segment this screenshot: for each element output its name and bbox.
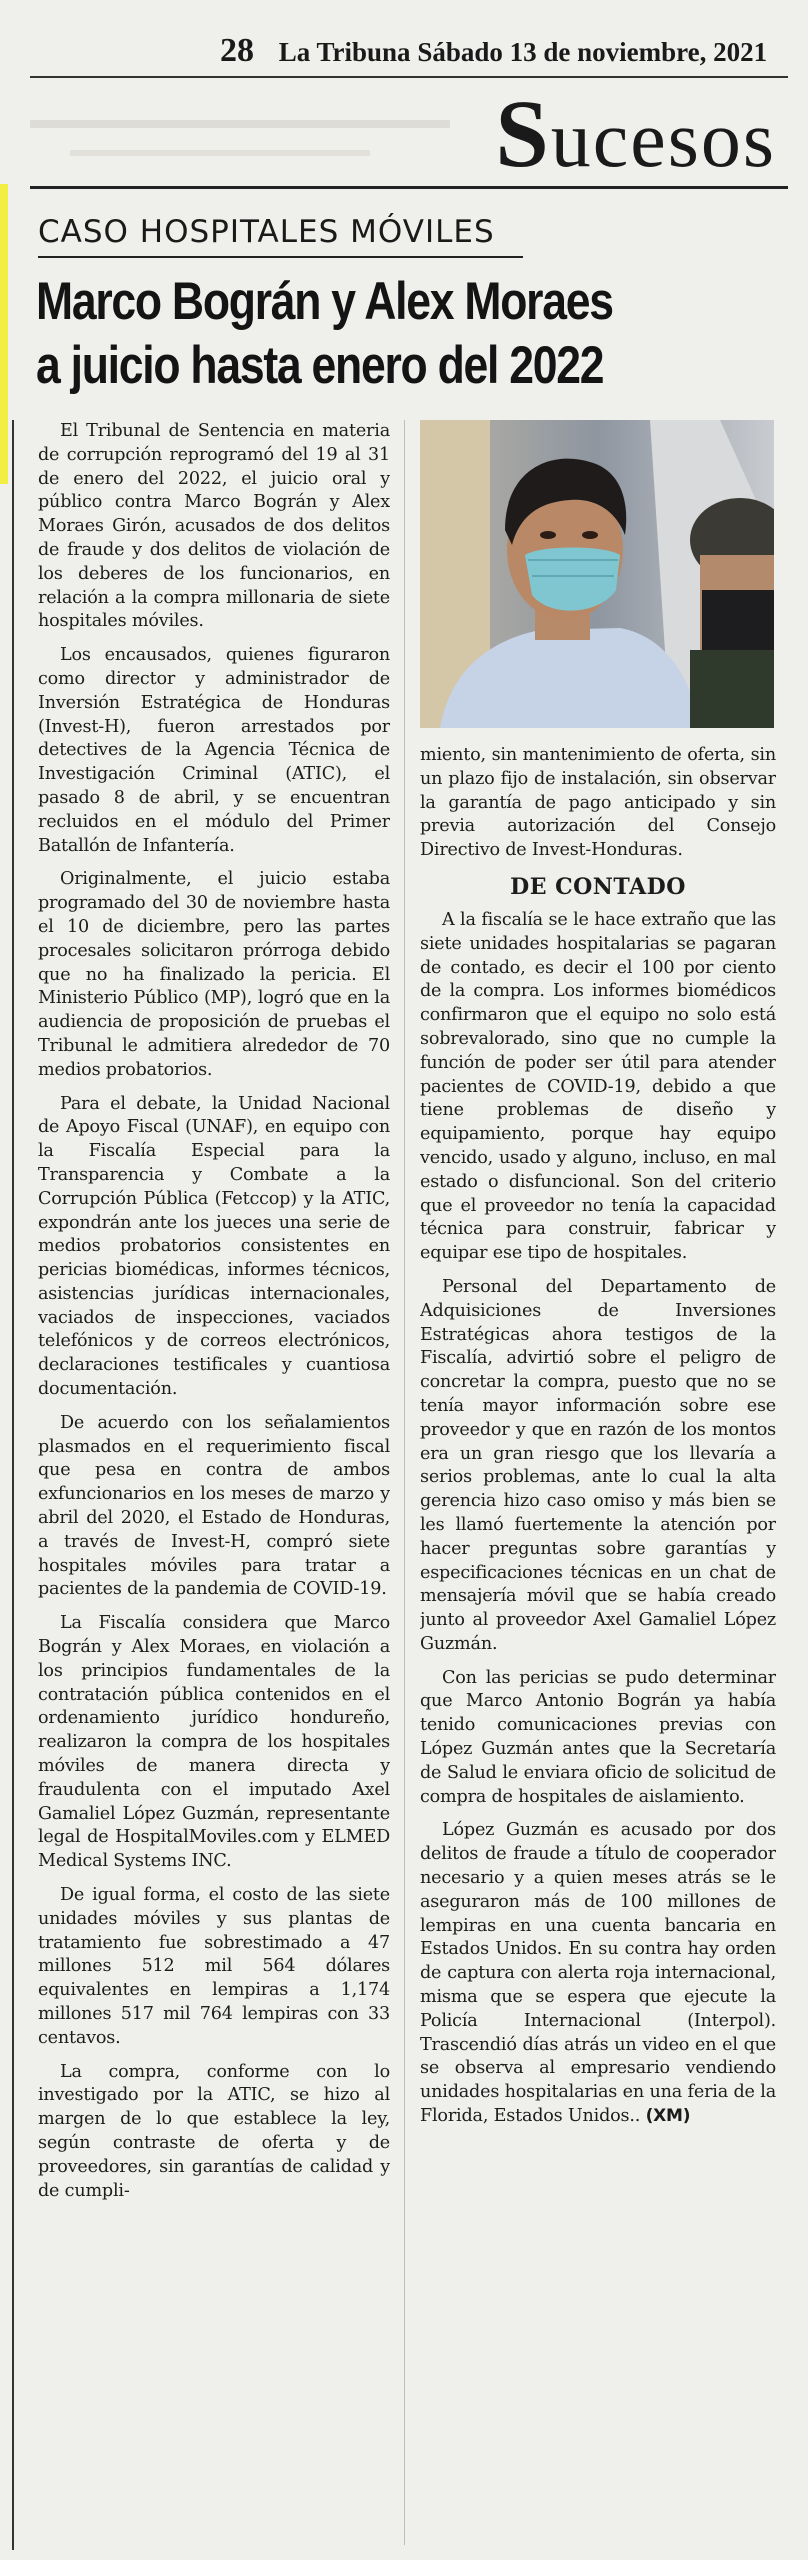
paragraph-continuation: miento, sin mantenimiento de oferta, sin un plazo fijo de instalación, sin observar la garantía de pago anticipado y sin previa autorización del Consejo Directivo de Invest-Honduras. <box>420 745 776 861</box>
article-column-2 <box>420 744 776 2544</box>
article-headline <box>36 270 658 398</box>
paragraph: Con las pericias se pudo determinar que Marco Antonio Bográn ya había tenido comunicaciones previas con López Guzmán antes que la Secretaría de Salud le enviara oficio de solicitud de compra de hospitales de aislamiento. <box>420 1667 776 1807</box>
headline-line-2: a juicio hasta enero del 2022 <box>36 336 604 395</box>
bleed-through-smudge <box>30 110 450 180</box>
left-border-rule <box>12 420 14 2550</box>
page-header <box>220 34 780 69</box>
paragraph: La compra, conforme con lo investigado por la ATIC, se hizo al margen de lo que establece la ley, según contraste de oferta y de proveedores, sin garantías de calidad y de cumpli- <box>38 2061 390 2201</box>
page-number: 28 <box>220 32 254 69</box>
article-photo <box>420 420 774 728</box>
highlight-marker <box>0 184 8 484</box>
paragraph <box>420 1819 776 2128</box>
article-kicker: CASO HOSPITALES MÓVILES <box>38 214 495 250</box>
column-divider <box>404 420 405 2545</box>
section-rule <box>30 186 788 189</box>
paragraph: La Fiscalía considera que Marco Bográn y Alex Moraes, en violación a los principios fundamentales de la contratación pública contenidos en el ordenamiento jurídico hondureño, realizaron la compra de los hospitales móviles de manera directa y fraudulenta con el imputado Axel Gamaliel López Guzmán, representante legal de HospitalMoviles.com y ELMED Medical Systems INC. <box>38 1613 390 1872</box>
paragraph: Personal del Departamento de Adquisiciones de Inversiones Estratégicas ahora testigos de la Fiscalía, advirtió sobre el peligro de concretar la compra, puesto que no se tenía mayor información sobre ese proveedor y que en razón de los montos era un gran riesgo que los llevaría a serios problemas, ante lo cual la alta gerencia hizo caso omiso y más bien se les llamó fuertemente la atención por hacer preguntas sobre garantías y especificaciones técnicas en un chat de mensajería móvil que se había creado junto al proveedor Axel Gamaliel López Guzmán. <box>420 1276 776 1654</box>
paragraph: Los encausados, quienes figuraron como director y administrador de Inversión Estratégica de Honduras (Invest-H), fueron arrestados por detectives de la Agencia Técnica de Investigación Criminal (ATIC), el pasado 8 de abril, y se encuentran recluidos en el módulo del Primer Batallón de Infantería. <box>38 645 390 856</box>
headline-line-1: Marco Bográn y Alex Moraes <box>36 272 613 331</box>
paragraph: Para el debate, la Unidad Nacional de Apoyo Fiscal (UNAF), en equipo con la Fiscalía Especial para la Transparencia y Combate a la Corrupción Pública (Fetccop) y la ATIC, expondrán ante los jueces una serie de medios probatorios consistentes en pericias biomédicas, informes técnicos, asistencias jurídicas internacionales, vaciados de inspecciones, vaciados telefónicos y de correos electrónicos, declaraciones testificales y cuantiosa documentación. <box>38 1093 390 1400</box>
author-signature: (XM) <box>645 2106 691 2127</box>
section-title-initial: S <box>495 80 551 187</box>
kicker-underline <box>38 256 523 258</box>
paragraph: De igual forma, el costo de las siete unidades móviles y sus plantas de tratamiento fue sobrestimado a 47 millones 512 mil 564 dólares equivalentes en lempiras a 1,174 millones 517 mil 764 lempiras con 33 centavos. <box>38 1885 390 2048</box>
issue-date: Sábado 13 de noviembre, 2021 <box>417 37 768 67</box>
photo-illustration <box>420 420 774 728</box>
paragraph: El Tribunal de Sentencia en materia de corrupción reprogramó del 19 al 31 de enero del 2022, el juicio oral y público contra Marco Bográn y Alex Moraes Girón, acusados de dos delitos de fraude y dos delitos de violación de los deberes de los funcionarios, en relación a la compra millonaria de siete hospitales móviles. <box>38 421 390 632</box>
paragraph: De acuerdo con los señalamientos plasmados en el requerimiento fiscal que pesa en contra de ambos exfuncionarios en los meses de marzo y abril del 2020, el Estado de Honduras, a través de Invest-H, compró siete hospitales móviles para tratar a pacientes de la pandemia de COVID-19. <box>38 1412 390 1600</box>
paragraph: A la fiscalía se le hace extraño que las siete unidades hospitalarias se pagaran de contado, es decir el 100 por ciento de la compra. Los informes biomédicos confirmaron que el equipo no solo está sobrevalorado, sino que no cumple la función de poder ser útil para atender pacientes de COVID-19, debido a que tiene problemas de diseño y equipamiento, porque hay equipo vencido, usado y alguno, incluso, en mal estado o disfuncional. Son del criterio que el proveedor no tenía la capacidad técnica para construir, fabricar y equipar ese tipo de hospitales. <box>420 909 776 1264</box>
newspaper-name: La Tribuna <box>278 37 411 67</box>
article-subhead: DE CONTADO <box>510 873 686 900</box>
header-rule <box>30 76 788 78</box>
section-title-rest: ucesos <box>550 96 776 184</box>
article-column-1 <box>38 420 390 2545</box>
paragraph: Originalmente, el juicio estaba programado del 30 de noviembre hasta el 10 de diciembre, pero las partes procesales solicitaron prórroga debido que no ha finalizado la pericia. El Ministerio Público (MP), logró que en la audiencia de proposición de pruebas el Tribunal le admitiera alrededor de 70 medios probatorios. <box>38 869 390 1080</box>
paragraph-text: López Guzmán es acusado por dos delitos de fraude a título de cooperador necesario y a quien meses atrás se le aseguraron más de 100 millones de lempiras en una cuenta bancaria en Estados Unidos. En su contra hay orden de captura con alerta roja internacional, misma que se espera que ejecute la Policía Internacional (Interpol). Trascendió días atrás un video en el que se observa al empresario vendiendo unidades hospitalarias en una feria de la Florida, Estados Unidos.. <box>420 1820 776 2127</box>
section-title <box>495 80 776 188</box>
